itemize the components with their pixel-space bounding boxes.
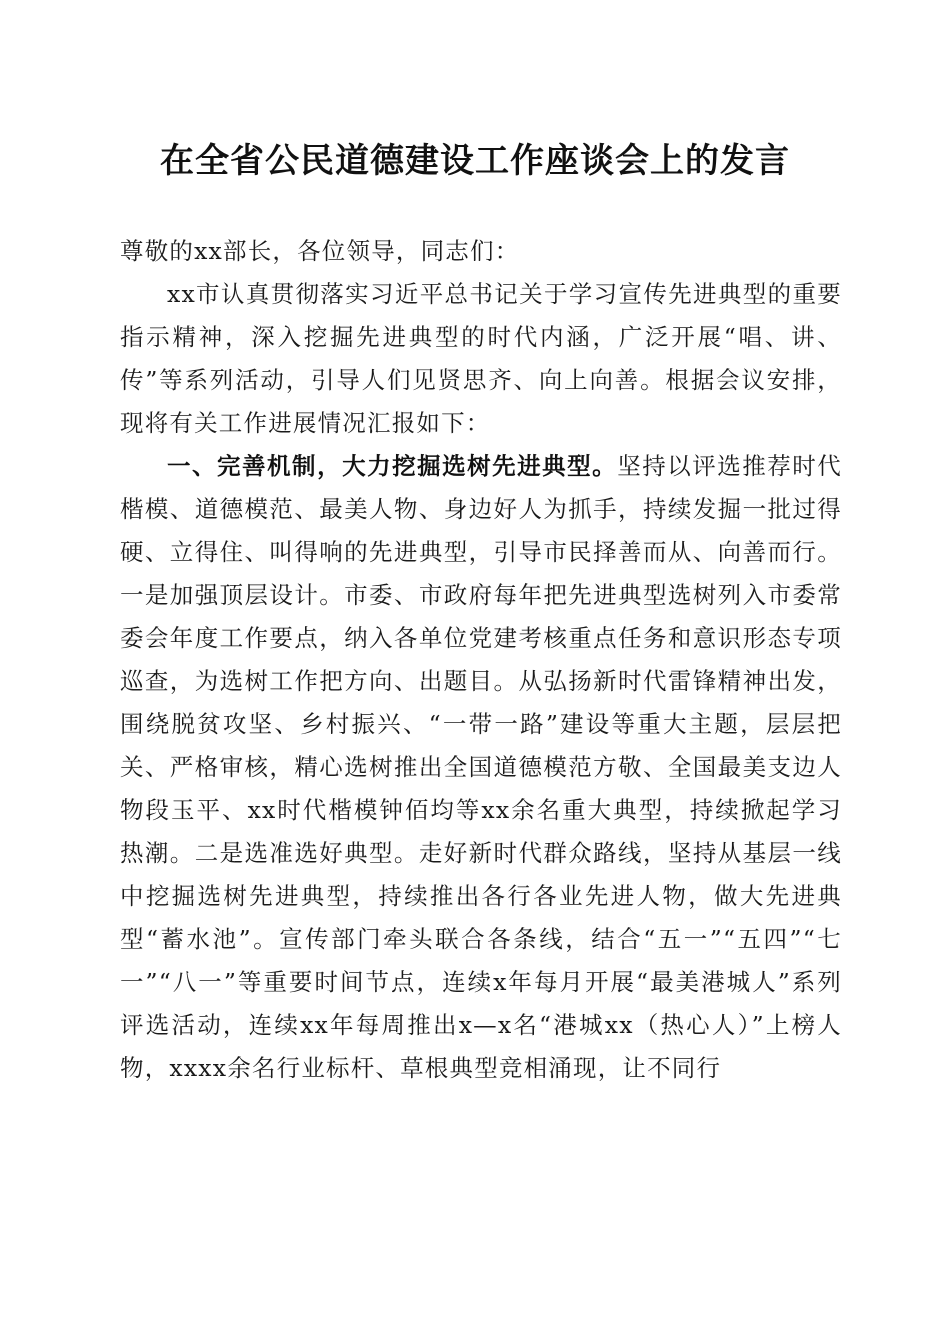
intro-paragraph: xx市认真贯彻落实习近平总书记关于学习宣传先进典型的重要指示精神，深入挖掘先进典型的时代内涵，广泛开展“唱、讲、传”等系列活动，引导人们见贤思齐、向上向善。根据会议安排，现将有关工作进展情况汇报如下：	[120, 280, 842, 437]
document-title: 在全省公民道德建设工作座谈会上的发言	[160, 141, 790, 181]
document-body	[120, 230, 842, 1090]
section-1-body: 坚持以评选推荐时代楷模、道德模范、最美人物、身边好人为抓手，持续发掘一批过得硬、立得住、叫得响的先进典型，引导市民择善而从、向善而行。一是加强顶层设计。市委、市政府每年把先进典型选树列入市委常委会年度工作要点，纳入各单位党建考核重点任务和意识形态专项巡查，为选树工作把方向、出题目。从弘扬新时代雷锋精神出发，围绕脱贫攻坚、乡村振兴、“一带一路”建设等重大主题，层层把关、严格审核，精心选树推出全国道德模范方敬、全国最美支边人物段玉平、xx时代楷模钟佰均等xx余名重大典型，持续掀起学习热潮。二是选准选好典型。走好新时代群众路线，坚持从基层一线中挖掘选树先进典型，持续推出各行各业先进人物，做大先进典型“蓄水池”。宣传部门牵头联合各条线，结合“五一”“五四”“七一”“八一”等重要时间节点，连续x年每月开展“最美港城人”系列评选活动，连续xx年每周推出x—x名“港城xx（热心人）”上榜人物，xxxx余名行业标杆、草根典型竞相涌现，让不同行	[120, 452, 842, 1082]
section-1-heading: 一、完善机制，大力挖掘选树先进典型。	[167, 452, 618, 480]
section-1-paragraph	[120, 445, 842, 1090]
salutation: 尊敬的xx部长，各位领导，同志们：	[120, 237, 520, 265]
